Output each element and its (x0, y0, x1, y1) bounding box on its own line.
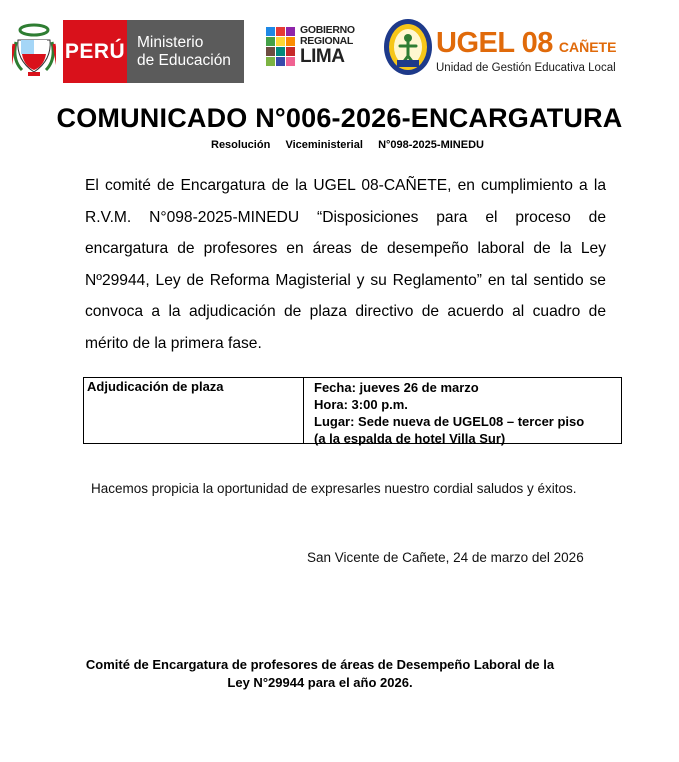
gob-line-3: LIMA (300, 46, 345, 67)
gob-line-2: REGIONAL (300, 35, 354, 47)
place-and-date: San Vicente de Cañete, 24 de marzo del 2026 (307, 550, 584, 565)
committee-signature (30, 656, 610, 692)
ugel-seal-icon (383, 18, 433, 76)
gob-line-1: GOBIERNO (300, 24, 355, 36)
regional-government-logo-text (300, 25, 362, 66)
regional-government-icon (264, 25, 298, 71)
adjudication-table (83, 377, 622, 444)
committee-line-2: Ley N°29944 para el año 2026. (227, 675, 413, 690)
ministry-line-1: Ministerio (137, 34, 204, 51)
committee-line-1: Comité de Encargatura de profesores de áreas de Desempeño Laboral de la (85, 657, 555, 672)
resolution-reference: Resolución Viceministerial N°098-2025-MINEDU (211, 139, 484, 151)
table-place: Lugar: Sede nueva de UGEL08 – tercer piso (314, 414, 585, 429)
peru-label: PERÚ (64, 39, 126, 63)
ugel-logo-title (436, 27, 616, 60)
ugel-subtitle: Unidad de Gestión Educativa Local (436, 62, 616, 74)
table-place-detail: (a la espalda de hotel Villa Sur) (314, 431, 506, 446)
ministry-line-2: de Educación (137, 52, 231, 69)
ugel-title: UGEL 08 (436, 27, 553, 59)
document-title: COMUNICADO N°006-2026-ENCARGATURA (56, 103, 623, 133)
ministry-logo (127, 20, 244, 83)
peru-logo (63, 20, 127, 83)
ugel-place: CAÑETE (558, 39, 617, 55)
table-label-cell (84, 378, 304, 443)
body-paragraph: El comité de Encargatura de la UGEL 08-CAÑETE, en cumplimiento a la R.V.M. N°098-2025-MINEDU “Disposiciones para el proceso de encargatura de profesores en áreas de desempeño laboral de la Ley Nº29944, Ley de Reforma Magisterial y su Reglamento” en tal sentido se convoca a la adjudicación de plaza directivo de acuerdo al cuadro de mérito de la primera fase. (85, 177, 606, 352)
table-date: Fecha: jueves 26 de marzo (314, 380, 479, 395)
table-time: Hora: 3:00 p.m. (314, 397, 408, 412)
table-details-cell (304, 378, 631, 447)
greeting-text: Hacemos propicia la oportunidad de expresarles nuestro cordial saludos y éxitos. (91, 481, 577, 496)
table-label: Adjudicación de plaza (87, 379, 224, 394)
peru-coat-of-arms-icon (12, 20, 56, 78)
